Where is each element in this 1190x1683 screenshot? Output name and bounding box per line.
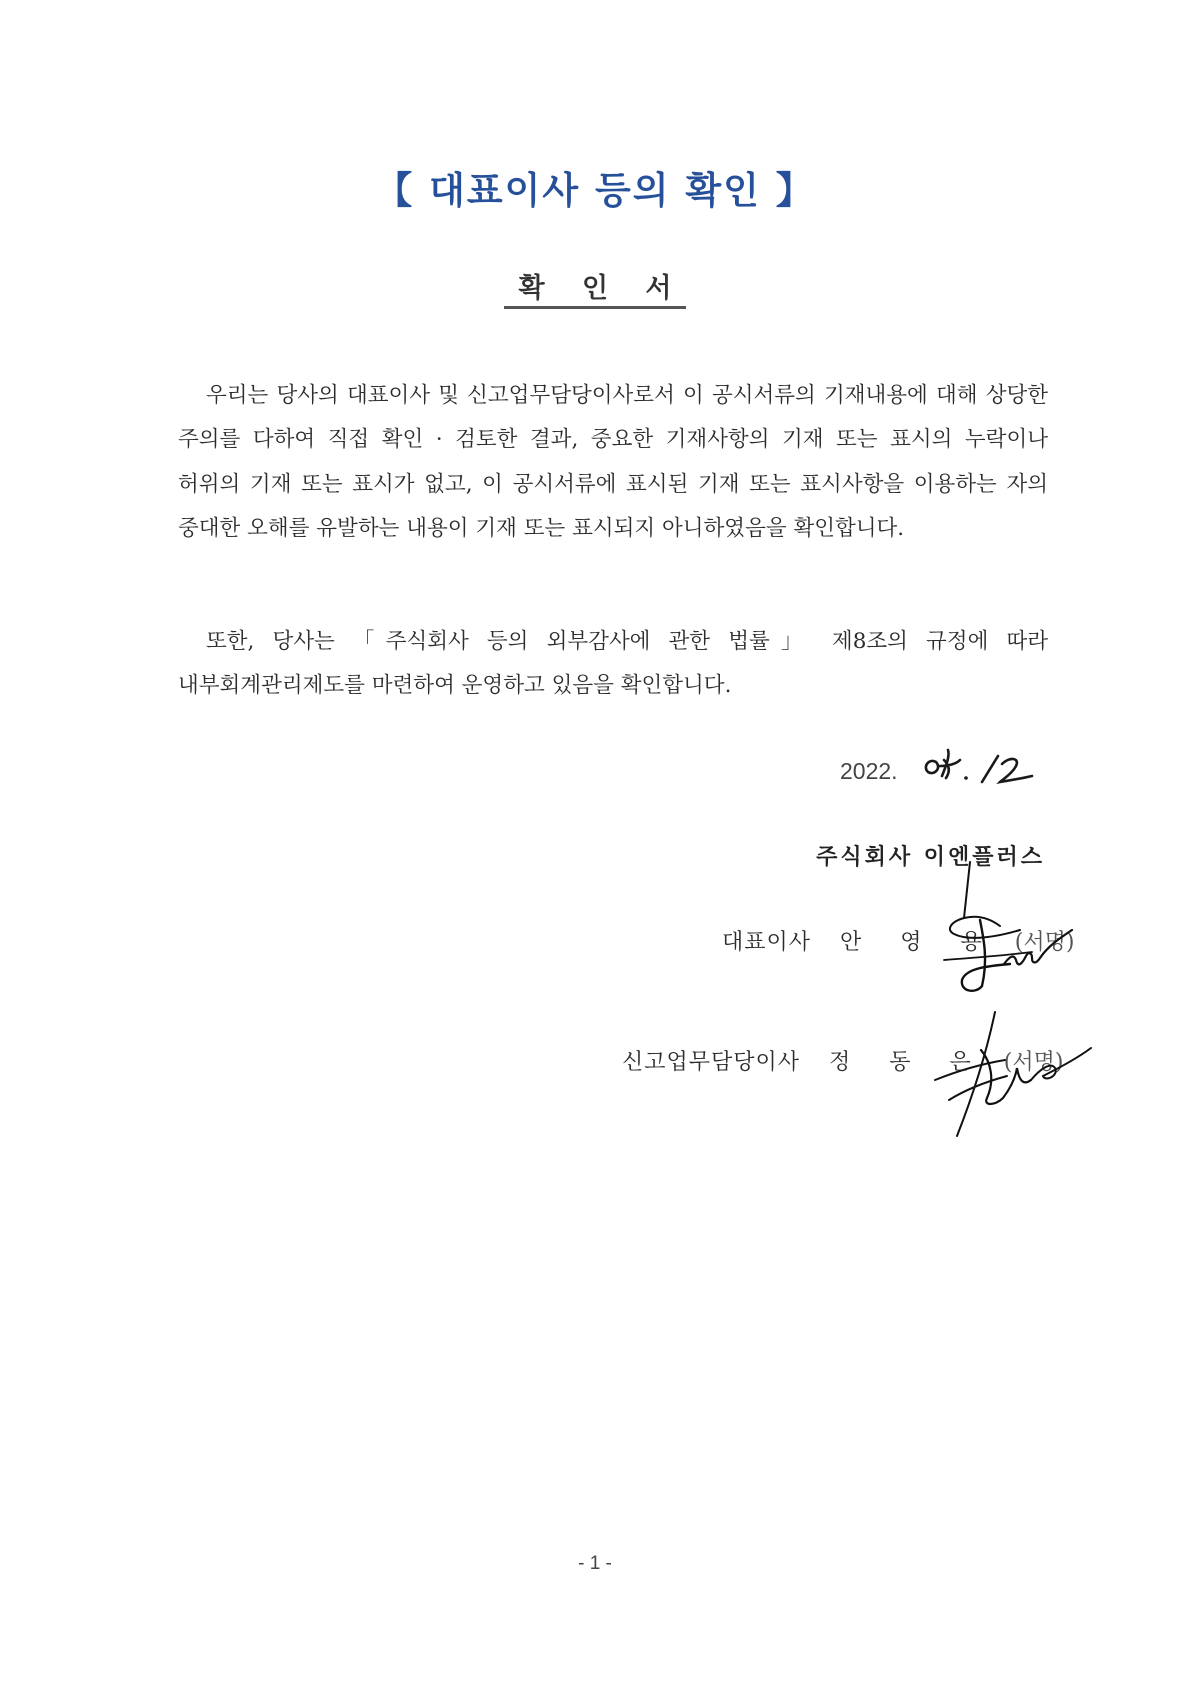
confirmation-paragraph-1: 우리는 당사의 대표이사 및 신고업무담당이사로서 이 공시서류의 기재내용에 대해 상당한 주의를 다하여 직접 확인 · 검토한 결과, 중요한 기재사항의 기재 또는 표시의 누락이나 허위의 기재 또는 표시가 없고, 이 공시서류에 표시된 기재 또는 표시사항을 이용하는 자의 중대한 오해를 유발하는 내용이 기재 또는 표시되지 아니하였음을 확인합니다. (178, 382, 1048, 541)
signatory-role: 대표이사 (722, 930, 812, 955)
signature-label: (서명) (1014, 930, 1075, 955)
page-number: - 1 - (578, 1553, 612, 1574)
signatory-role: 신고업무담당이사 (622, 1050, 801, 1075)
document-title-text: 확 인 서 (504, 273, 685, 309)
confirmation-paragraph-2: 또한, 당사는 「주식회사 등의 외부감사에 관한 법률」 제8조의 규정에 따라 내부회계관리제도를 마련하여 운영하고 있음을 확인합니다. (178, 628, 1048, 698)
company-name: 주식회사 이엔플러스 (816, 845, 1045, 870)
signatory-name: 안 영 용 (840, 930, 998, 955)
director-signature (925, 1010, 1095, 1140)
signatory-name: 정 동 은 (829, 1050, 987, 1075)
date-printed: 2022. (840, 758, 898, 784)
section-header-title: 【 대표이사 등의 확인 】 (375, 169, 815, 212)
ceo-signature (940, 860, 1080, 1010)
document-title (0, 266, 1190, 305)
handwritten-date (920, 742, 1040, 792)
signature-label: (서명) (1003, 1050, 1064, 1075)
